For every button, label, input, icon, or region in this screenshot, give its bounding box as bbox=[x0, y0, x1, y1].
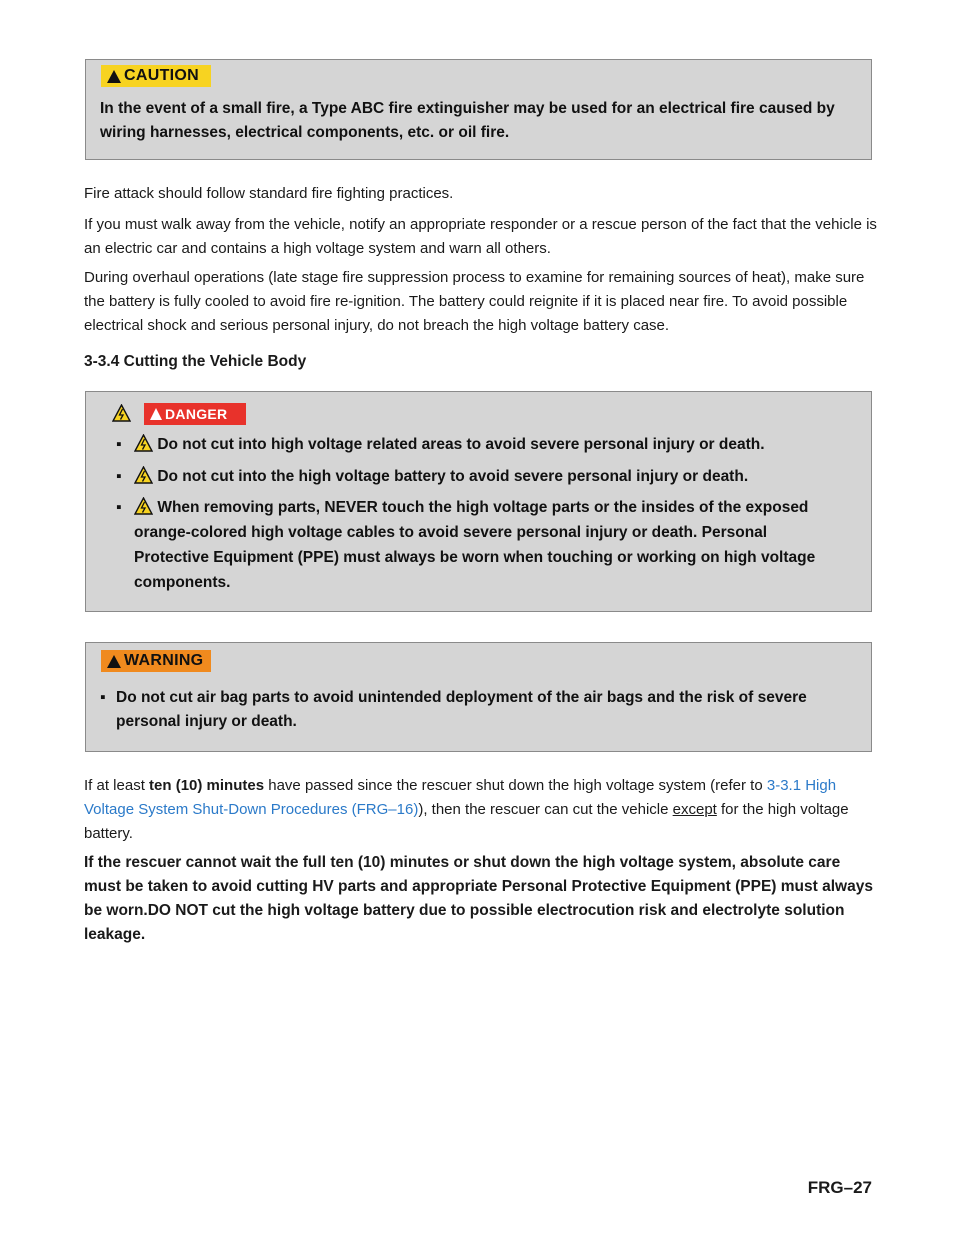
caution-badge-label: CAUTION bbox=[124, 67, 199, 84]
warning-triangle-icon bbox=[107, 70, 121, 83]
warning-item-text: Do not cut air bag parts to avoid unintended deployment of the air bags and the risk of severe personal injury or death. bbox=[116, 689, 807, 730]
paragraph-walk-away: If you must walk away from the vehicle, notify an appropriate responder or a rescue person of the fact that the vehicle is an electric car and contains a high voltage system and warn all others. bbox=[84, 216, 877, 257]
cut-text-tail: for the high voltage battery. bbox=[84, 801, 849, 842]
high-voltage-icon bbox=[134, 497, 153, 515]
high-voltage-icon bbox=[134, 466, 153, 484]
cut-text-bold: ten (10) minutes bbox=[149, 777, 265, 794]
danger-badge-label: DANGER bbox=[165, 406, 228, 422]
danger-item-text: Do not cut into the high voltage battery to avoid severe personal injury or death. bbox=[157, 468, 749, 485]
danger-item-text: Do not cut into high voltage related areas to avoid severe personal injury or death. bbox=[157, 436, 765, 453]
danger-item bbox=[116, 433, 834, 457]
page-number: FRG–27 bbox=[807, 1178, 872, 1197]
danger-item-text: When removing parts, NEVER touch the high voltage parts or the insides of the exposed orange-colored high voltage cables to avoid severe personal injury or death. Personal Protective Equipment (PPE) must always be worn when touching or working on high voltage components. bbox=[134, 499, 816, 591]
danger-item bbox=[116, 495, 834, 595]
caution-text: In the event of a small fire, a Type ABC fire extinguisher may be used for an electrical fire caused by wiring harnesses, electrical components, etc. or oil fire. bbox=[100, 100, 835, 141]
bullet: ▪ bbox=[116, 436, 122, 453]
section-heading: 3-3.4 Cutting the Vehicle Body bbox=[84, 353, 307, 370]
cut-text-mid: have passed since the rescuer shut down the high voltage system (refer to bbox=[264, 777, 767, 794]
high-voltage-icon bbox=[134, 434, 153, 452]
danger-item bbox=[116, 465, 834, 489]
danger-badge bbox=[144, 403, 246, 425]
warning-badge-label: WARNING bbox=[124, 652, 204, 669]
caution-box bbox=[85, 59, 872, 160]
paragraph-fire-attack: Fire attack should follow standard fire fighting practices. bbox=[84, 185, 454, 202]
warning-box bbox=[85, 642, 872, 752]
bullet: ▪ bbox=[116, 499, 122, 516]
high-voltage-icon bbox=[112, 404, 131, 422]
caution-badge bbox=[101, 65, 211, 87]
warning-triangle-icon bbox=[150, 408, 162, 420]
warning-badge bbox=[101, 650, 211, 672]
paragraph-cut-vehicle bbox=[84, 774, 874, 846]
cut-text-lead: If at least bbox=[84, 777, 150, 794]
paragraph-overhaul: During overhaul operations (late stage fire suppression process to examine for remaining sources of heat), make sure the battery is fully cooled to avoid fire re-ignition. The battery could reignite if it is placed near fire. To avoid possible electrical shock and serious personal injury, do not breach the high voltage battery case. bbox=[84, 269, 865, 334]
cut-text-after-link: ), then the rescuer can cut the vehicle bbox=[418, 801, 673, 818]
bullet: ▪ bbox=[116, 468, 122, 485]
bullet: ▪ bbox=[100, 689, 106, 706]
final-warning-paragraph: If the rescuer cannot wait the full ten (10) minutes or shut down the high voltage system, absolute care must be taken to avoid cutting HV parts and appropriate Personal Protective Equipment (PPE) must always be worn.DO NOT cut the high voltage battery due to possible electrocution risk and electrolyte solution leakage. bbox=[84, 854, 873, 943]
warning-item bbox=[100, 686, 860, 734]
shutdown-procedure-link[interactable]: 3-3.1 High Voltage System Shut-Down Procedures (FRG–16) bbox=[84, 777, 837, 818]
danger-box bbox=[85, 391, 872, 612]
cut-text-underlined: except bbox=[672, 801, 717, 818]
warning-triangle-icon bbox=[107, 655, 121, 668]
